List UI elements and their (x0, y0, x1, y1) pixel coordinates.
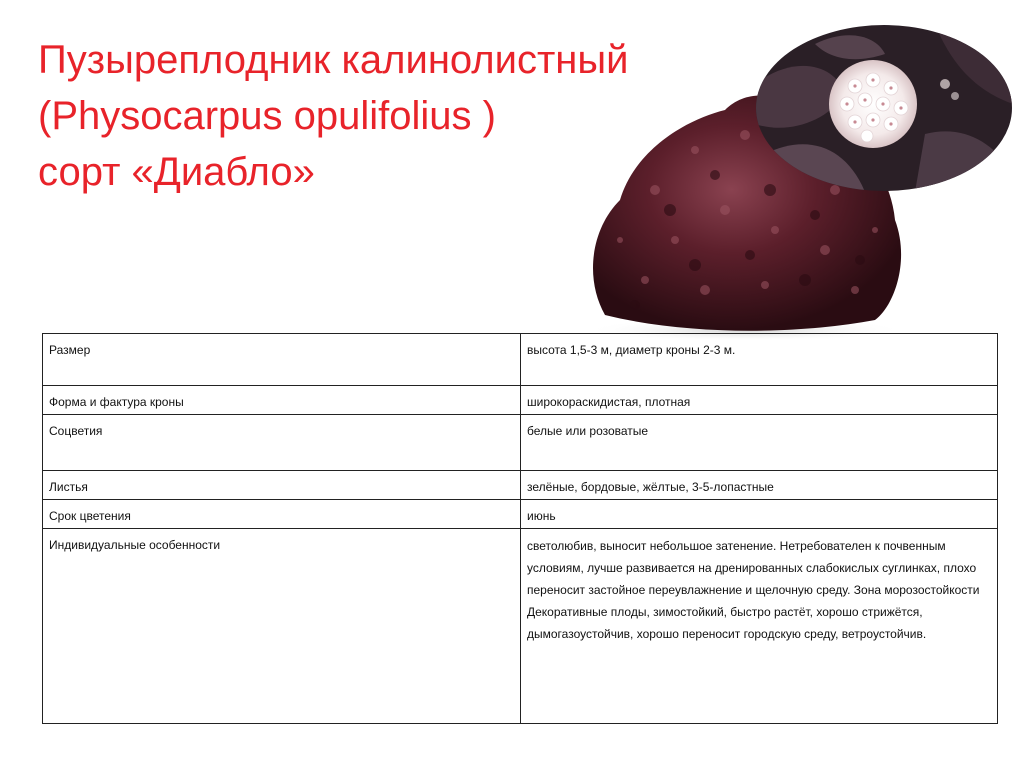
value-cell: светолюбив, выносит небольшое затенение. Нетребователен к почвенным условиям, лучше развивается на дренированных слабокислых суглинках, плохо переносит застойное переувлажнение и щелочную среду. Зона морозостойкости Декоративные плоды, зимостойкий, быстро растёт, хорошо стрижётся, дымогазоустойчив, хорошо переносит городскую среду, ветроустойчив. (521, 529, 998, 724)
property-cell: Листья (43, 471, 521, 500)
value-cell: высота 1,5-3 м, диаметр кроны 2-3 м. (521, 334, 998, 386)
property-cell: Соцветия (43, 415, 521, 471)
title-line-cultivar: сорт «Диабло» (38, 150, 315, 194)
table-row (43, 500, 998, 529)
title-line-latin-name: (Physocarpus opulifolius ) (38, 94, 496, 138)
characteristics-table (42, 333, 998, 724)
property-cell: Форма и фактура кроны (43, 386, 521, 415)
table-row (43, 529, 998, 724)
value-cell: зелёные, бордовые, жёлтые, 3-5-лопастные (521, 471, 998, 500)
table-row (43, 415, 998, 471)
value-cell: июнь (521, 500, 998, 529)
property-cell: Индивидуальные особенности (43, 529, 521, 724)
table-row (43, 334, 998, 386)
table-row (43, 386, 998, 415)
value-cell: белые или розоватые (521, 415, 998, 471)
table-row (43, 471, 998, 500)
title-line-common-name: Пузыреплодник калинолистный (38, 38, 629, 82)
flower-closeup-image (755, 24, 1013, 192)
value-cell: широкораскидистая, плотная (521, 386, 998, 415)
property-cell: Размер (43, 334, 521, 386)
property-cell: Срок цветения (43, 500, 521, 529)
